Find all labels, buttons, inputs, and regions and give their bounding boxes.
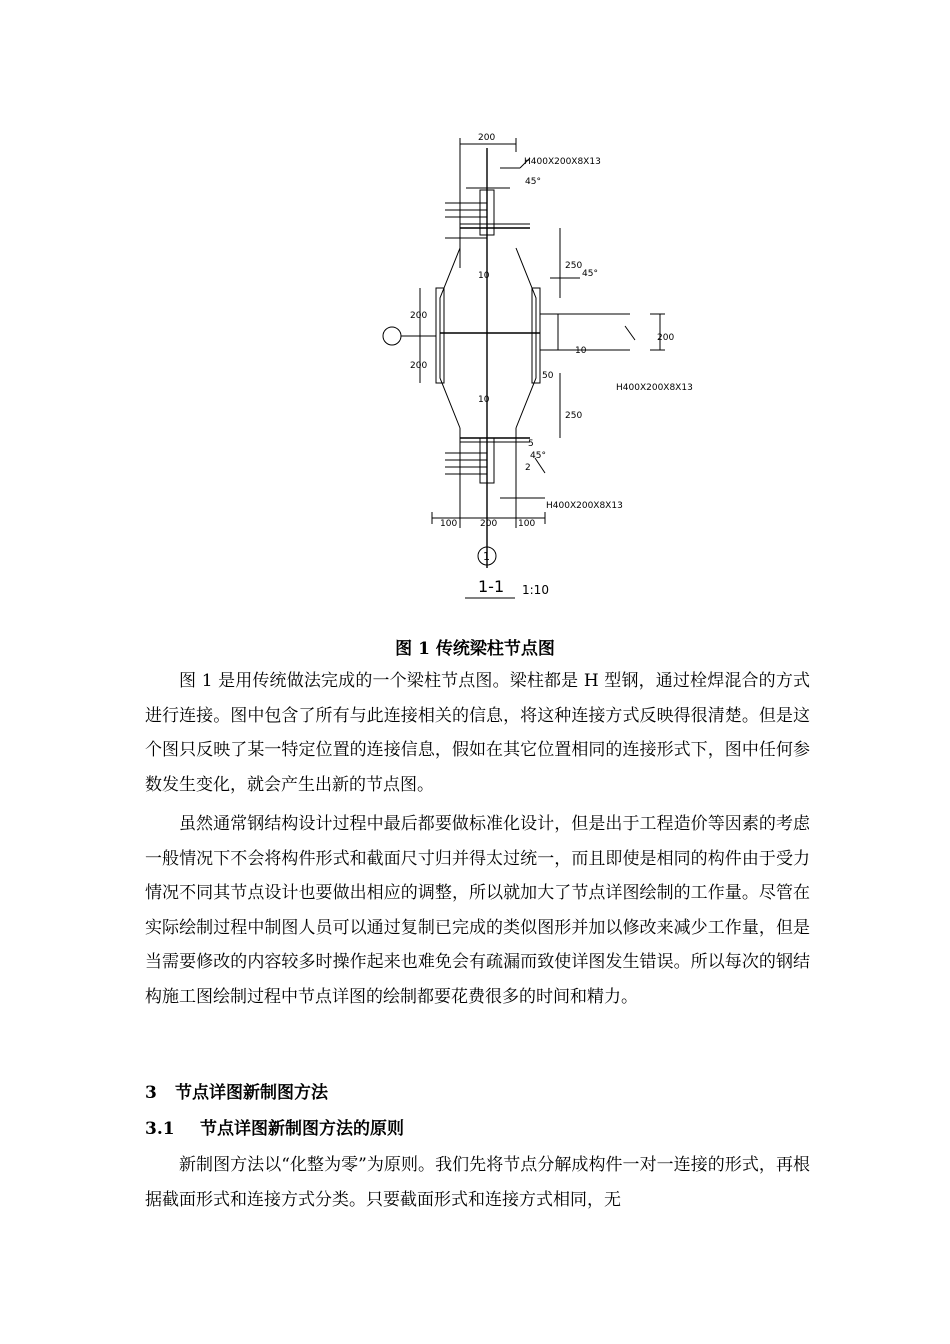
angle-label-top: 45° [525, 177, 541, 187]
section-title: 节点详图新制图方法 [175, 1083, 328, 1103]
dim-250-upper: 250 [565, 261, 583, 271]
haunch-left [440, 248, 460, 428]
paragraph-3: 新制图方法以“化整为零”为原则。我们先将节点分解成构件一对一连接的形式，再根据截面形式和连接方式分类。只要截面形式和连接方式相同，无 [145, 1155, 810, 1210]
section-label: 1-1 [478, 577, 505, 596]
weld-size-bottom: 2 [525, 463, 531, 473]
dim-200-bottom: 200 [480, 519, 498, 529]
angle-label-mid: 45° [582, 269, 598, 279]
dim-10-upper: 10 [478, 271, 490, 281]
dim-top-width: 200 [478, 133, 496, 143]
member-label-top: H400X200X8X13 [524, 157, 601, 167]
member-label-right: H400X200X8X13 [616, 383, 693, 393]
scale-label: 1:10 [522, 583, 549, 597]
dim-100-left: 100 [440, 519, 458, 529]
body-paragraph-last [145, 1148, 810, 1217]
subsection-title: 节点详图新制图方法的原则 [200, 1119, 404, 1139]
angle-label-bottom: 45° [530, 451, 546, 461]
dim-10-beam: 10 [575, 346, 587, 356]
dim-beam-depth: 200 [657, 333, 675, 343]
drawing-svg [370, 128, 710, 608]
dim-10-lower: 10 [478, 395, 490, 405]
haunch-right [516, 248, 536, 428]
subsection-number: 3.1 [145, 1119, 175, 1139]
section-heading-3 [145, 1078, 328, 1103]
dim-5-lower: 5 [528, 439, 534, 449]
paragraph-1: 图 1 是用传统做法完成的一个梁柱节点图。梁柱都是 H 型钢，通过栓焊混合的方式进行连接。图中包含了所有与此连接相关的信息，将这种连接方式反映得很清楚。但是这个图只反映了某一特定位置的连接信息，假如在其它位置相同的连接形式下，图中任何参数发生变化，就会产生出新的节点图。 [145, 671, 810, 795]
dim-50-beam: 50 [542, 371, 554, 381]
dim-250-lower: 250 [565, 411, 583, 421]
paragraph-2: 虽然通常钢结构设计过程中最后都要做标准化设计，但是出于工程造价等因素的考虑一般情况下不会将构件形式和截面尺寸归并得太过统一，而且即使是相同的构件由于受力情况不同其节点设计也要做出相应的调整，所以就加大了节点详图绘制的工作量。尽管在实际绘制过程中制图人员可以通过复制已完成的类似图形并加以修改来减少工作量，但是当需要修改的内容较多时操作起来也难免会有疏漏而致使详图发生错误。所以每次的钢结构施工图绘制过程中节点详图的绘制都要花费很多的时间和精力。 [145, 814, 810, 1007]
dim-200-upper: 200 [410, 311, 428, 321]
axis-label-bottom: 1 [483, 550, 490, 563]
beam-column-joint-drawing [370, 128, 710, 608]
section-number: 3 [145, 1083, 157, 1103]
axis-bubble-left [383, 327, 401, 345]
body-paragraphs [145, 664, 810, 1014]
dim-200-lower: 200 [410, 361, 428, 371]
member-label-bottom: H400X200X8X13 [546, 501, 623, 511]
section-heading-3-1 [145, 1114, 404, 1139]
figure-caption: 图 1 传统梁柱节点图 [395, 639, 555, 659]
dim-100-right: 100 [518, 519, 536, 529]
